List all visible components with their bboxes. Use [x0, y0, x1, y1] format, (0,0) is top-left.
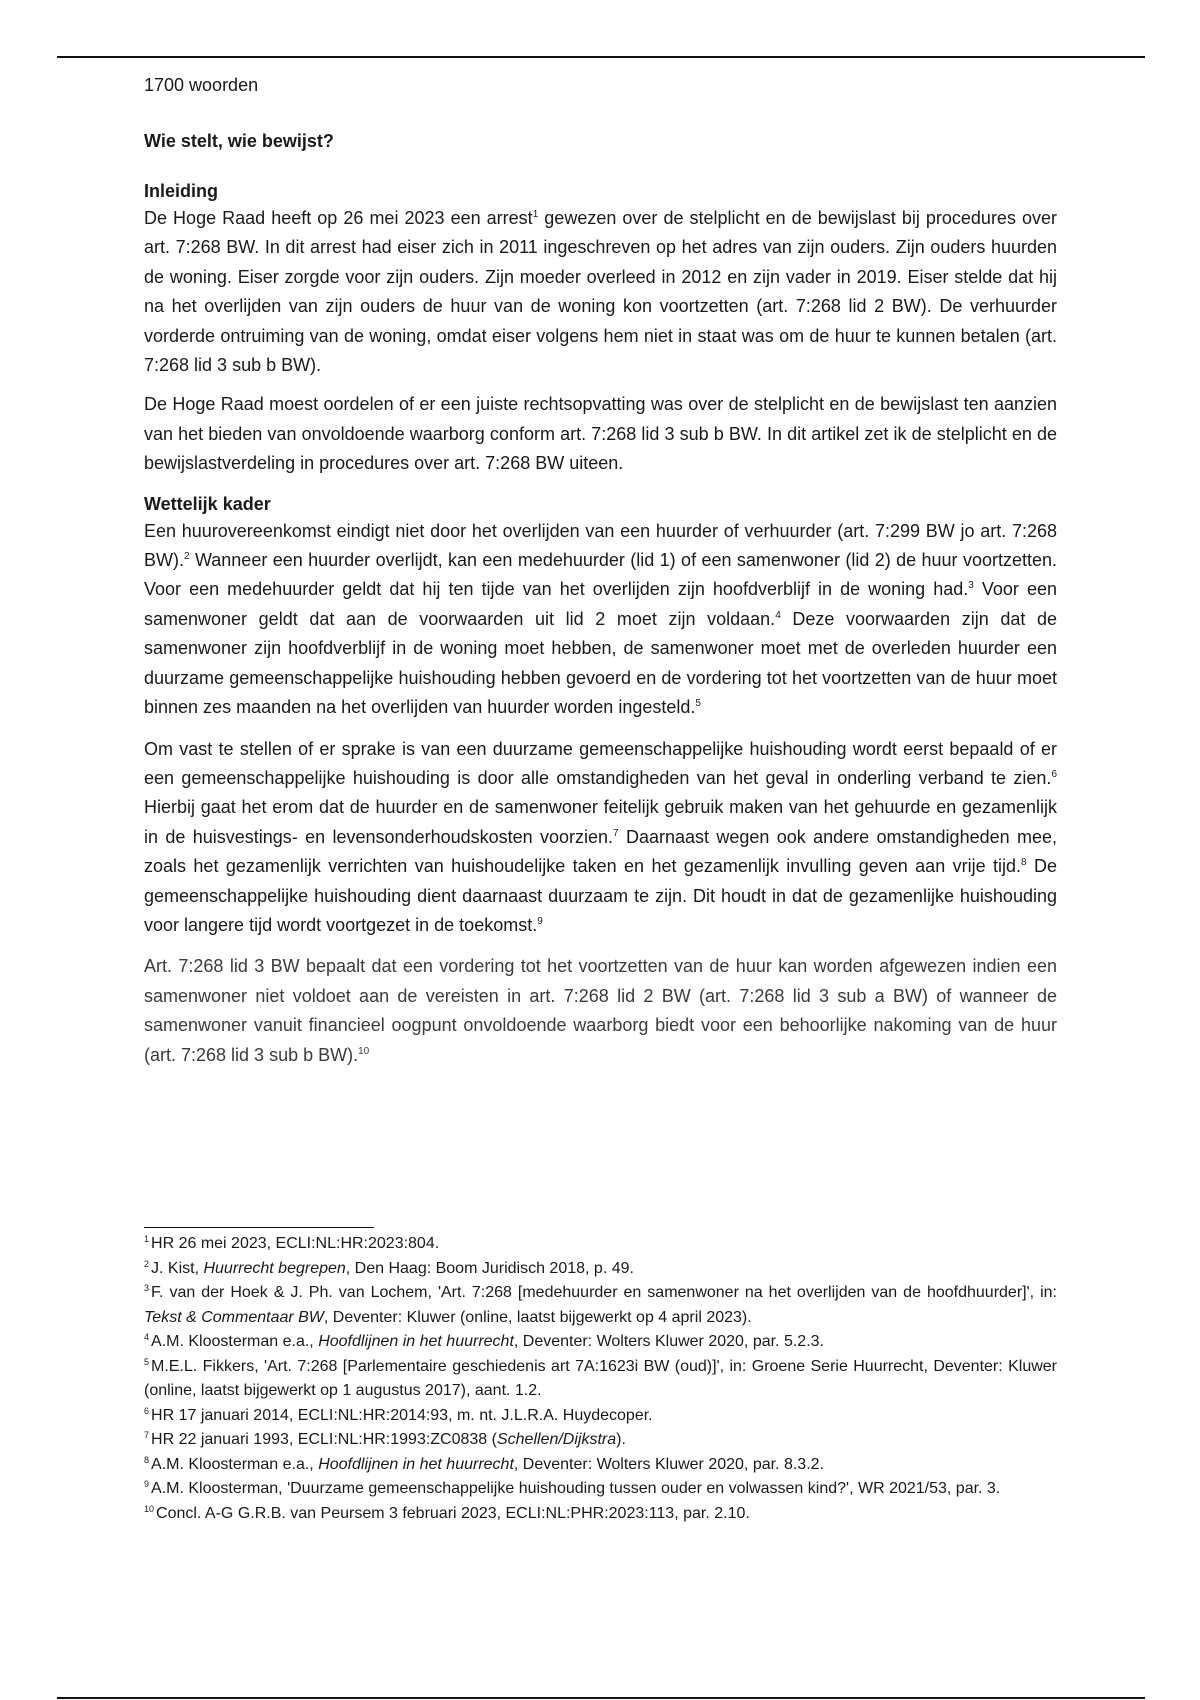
- footnote-3: $^3$ F. van der Hoek & J. Ph. van Lochem, 'Art. 7:268 [medehuurder en samenwoner na het overlijden van de hoofdhuurder]', in: Tekst & Commentaar BW, Deventer: Kluwer (online, laatst bijgewerkt op 4 april 2023).: [144, 1283, 1057, 1326]
- intro-paragraph-1: De Hoge Raad heeft op 26 mei 2023 een arrest$^1$ gewezen over de stelplicht en de bewijslast bij procedures over art. 7:268 BW. In dit arrest had eiser zich in 2011 ingeschreven op het adres van zijn ouders. Zijn ouders huurden de woning. Eiser zorgde voor zijn ouders. Zijn moeder overleed in 2012 en zijn vader in 2019. Eiser stelde dat hij na het overlijden van zijn ouders de huur van de woning kon voortzetten (art. 7:268 lid 2 BW). De verhuurder vorderde ontruiming van de woning, omdat eiser volgens hem niet in staat was om de huur te kunnen betalen (art. 7:268 lid 3 sub b BW).: [144, 208, 1058, 376]
- legal-paragraph-1: Een huurovereenkomst eindigt niet door het overlijden van een huurder of verhuurder (art. 7:299 BW jo art. 7:268 BW).$^2$ Wanneer een huurder overlijdt, kan een medehuurder (lid 1) of een samenwoner (lid 2) de huur voortzetten. Voor een medehuurder geldt dat hij ten tijde van het overlijden zijn hoofdverblijf in de woning had.$^3$ Voor een samenwoner geldt dat aan de voorwaarden uit lid 2 moet zijn voldaan.$^4$ Deze voorwaarden zijn dat de samenwoner zijn hoofdverblijf in de woning moet hebben, de samenwoner moet met de overleden huurder een duurzame gemeenschappelijke huishouding hebben gevoerd en de vordering tot het voortzetten van de huur moet binnen zes maanden na het overlijden van huurder worden ingesteld.$^5$: [144, 520, 1058, 718]
- footer-rule: [57, 1697, 1145, 1699]
- footnote-7: $^7$ HR 22 januari 1993, ECLI:NL:HR:1993:ZC0838 (Schellen/Dijkstra).: [144, 1430, 626, 1448]
- footnote-9: $^9$ A.M. Kloosterman, 'Duurzame gemeenschappelijke huishouding tussen ouder en volwassen kind?', WR 2021/53, par. 3.: [144, 1479, 1001, 1497]
- footnote-ref-10[interactable]: 10: [358, 1045, 370, 1057]
- footnote-ref-9[interactable]: 9: [537, 915, 543, 927]
- footnote-separator: [144, 1227, 374, 1228]
- footnote-ref-5[interactable]: 5: [695, 698, 701, 710]
- section-heading-inleiding: Inleiding: [144, 181, 218, 201]
- footnote-ref-7[interactable]: 7: [613, 827, 619, 839]
- section-heading-wettelijk-kader: Wettelijk kader: [144, 493, 271, 514]
- footnote-ref-1[interactable]: 1: [532, 209, 539, 220]
- footnote-10: $^{10}$ Concl. A-G G.R.B. van Peursem 3 februari 2023, ECLI:NL:PHR:2023:113, par. 2.10.: [144, 1503, 750, 1522]
- word-count: 1700 woorden: [144, 75, 259, 95]
- footnote-4: $^4$ A.M. Kloosterman e.a., Hoofdlijnen in het huurrecht, Deventer: Wolters Kluwer 2020, par. 5.2.3.: [144, 1332, 824, 1350]
- legal-paragraph-2: Om vast te stellen of er sprake is van een duurzame gemeenschappelijke huishouding wordt eerst bepaald of er een gemeenschappelijke huishouding is door alle omstandigheden van het geval in onderling verband te zien.$^6$ Hierbij gaat het erom dat de huurder en de samenwoner feitelijk gebruik maken van het gehuurde en gezamenlijk in de huisvestings- en levensonderhoudskosten voorzien.$^7$ Daarnaast wegen ook andere omstandigheden mee, zoals het gezamenlijk verrichten van huishoudelijke taken en het gezamenlijk invulling geven aan vrije tijd.$^8$ De gemeenschappelijke huishouding dient daarnaast duurzaam te zijn. Dit houdt in dat de gezamenlijke huishouding voor langere tijd wordt voortgezet in de toekomst.$^9$: [144, 738, 1057, 935]
- footnote-2: $^2$ J. Kist, Huurrecht begrepen, Den Haag: Boom Juridisch 2018, p. 49.: [144, 1258, 634, 1277]
- document-title: Wie stelt, wie bewijst?: [144, 131, 334, 151]
- footnote-5: $^5$ M.E.L. Fikkers, 'Art. 7:268 [Parlementaire geschiedenis art 7A:1623i BW (oud)]', in: Groene Serie Huurrecht, Deventer: Kluwer (online, laatst bijgewerkt op 1 augustus 2017), aant. 1.2.: [144, 1356, 1057, 1399]
- footnotes: [144, 1232, 1057, 1526]
- footnote-ref-6[interactable]: 6: [1051, 768, 1057, 780]
- footnote-ref-2[interactable]: 2: [184, 551, 190, 563]
- footnote-ref-4[interactable]: 4: [775, 609, 781, 621]
- footnote-1: $^1$ HR 26 mei 2023, ECLI:NL:HR:2023:804.: [144, 1234, 440, 1252]
- legal-paragraph-3: Art. 7:268 lid 3 BW bepaalt dat een vordering tot het voortzetten van de huur kan worden afgewezen indien een samenwoner niet voldoet aan de vereisten in art. 7:268 lid 2 BW (art. 7:268 lid 3 sub a BW) of wanneer de samenwoner vanuit financieel oogpunt onvoldoende waarborg biedt voor een behoorlijke nakoming van de huur (art. 7:268 lid 3 sub b BW).$^{10}$: [144, 956, 1057, 1065]
- footnote-8: $^8$ A.M. Kloosterman e.a., Hoofdlijnen in het huurrecht, Deventer: Wolters Kluwer 2020, par. 8.3.2.: [144, 1454, 824, 1473]
- header-rule: [57, 56, 1145, 58]
- footnote-6: $^6$ HR 17 januari 2014, ECLI:NL:HR:2014:93, m. nt. J.L.R.A. Huydecoper.: [144, 1405, 653, 1424]
- footnote-ref-3[interactable]: 3: [968, 580, 974, 592]
- intro-paragraph-2: De Hoge Raad moest oordelen of er een juiste rechtsopvatting was over de stelplicht en de bewijslast ten aanzien van het bieden van onvoldoende waarborg conform art. 7:268 lid 3 sub b BW. In dit artikel zet ik de stelplicht en de bewijslastverdeling in procedures over art. 7:268 BW uiteen.: [144, 394, 1057, 474]
- document-body: [144, 72, 1057, 1080]
- footnote-ref-8[interactable]: 8: [1021, 857, 1027, 869]
